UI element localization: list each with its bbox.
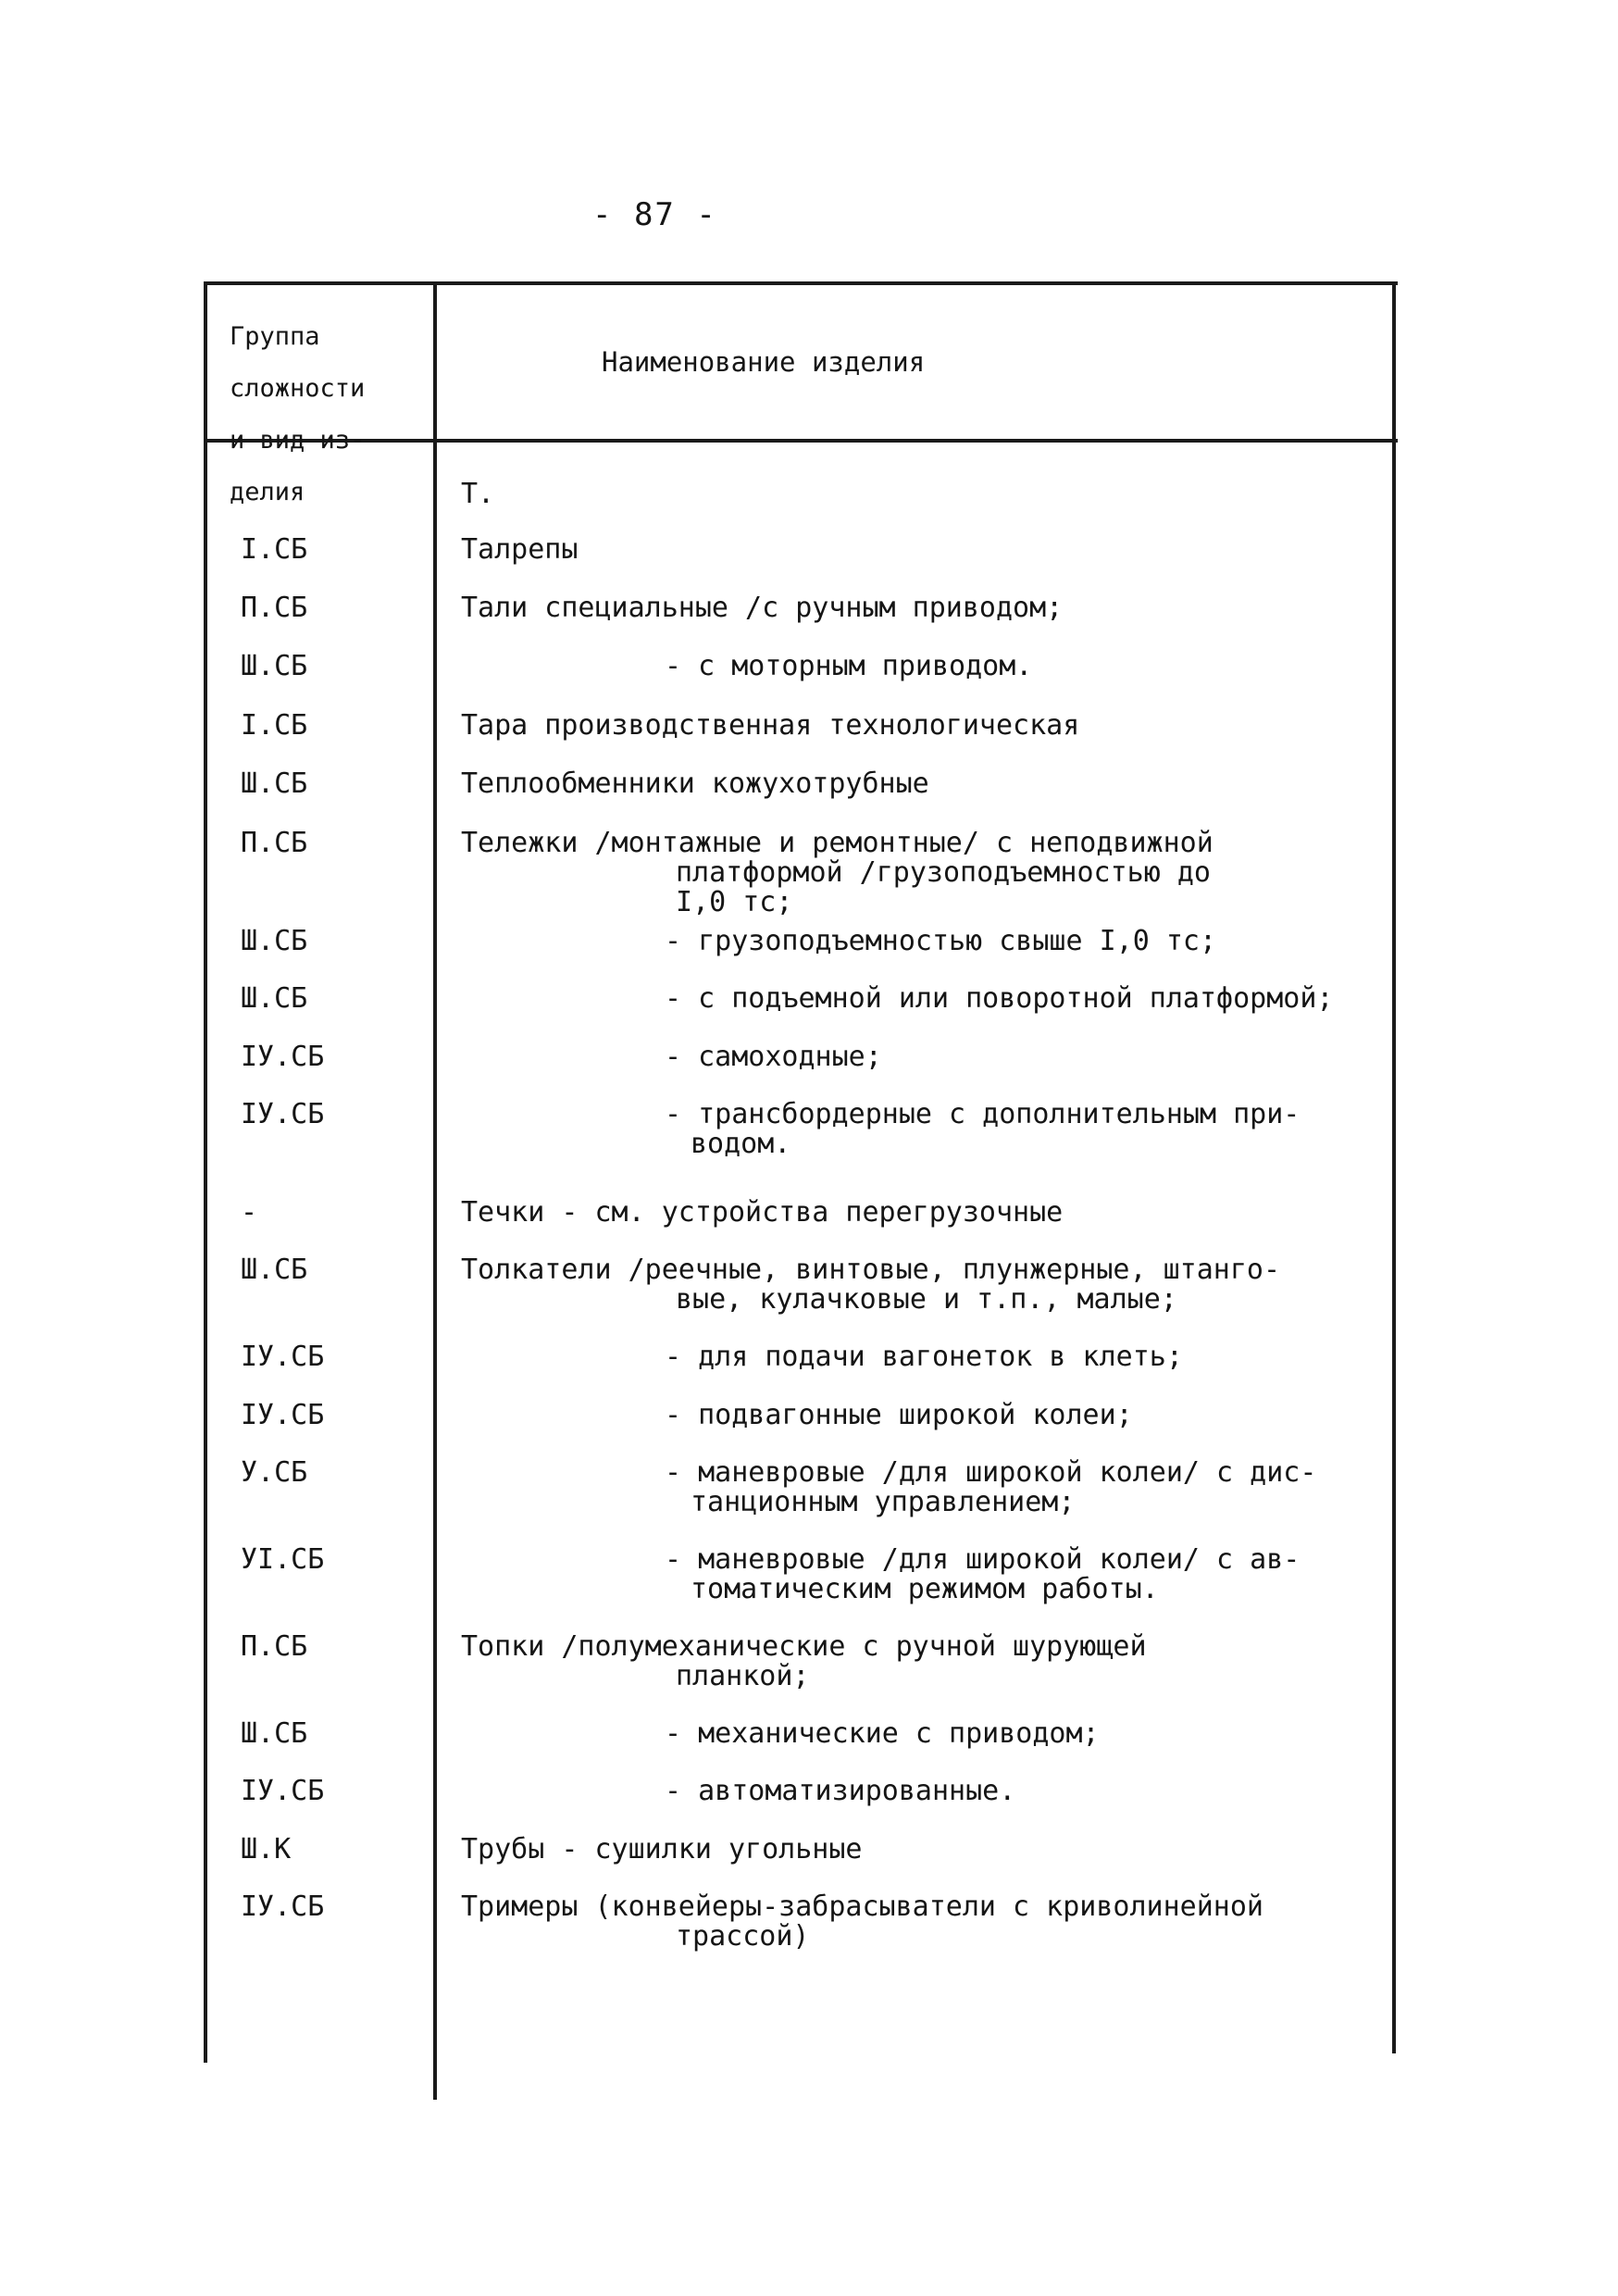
product-name: [665, 927, 1405, 956]
product-name-line: - с подъемной или поворотной платформой;: [665, 982, 1334, 1015]
product-name-line: - самоходные;: [665, 1041, 882, 1073]
product-name: [461, 593, 1201, 623]
complexity-code: Ш.СБ: [241, 650, 308, 682]
product-name-line: Топки /полумеханические с ручной шурующей: [461, 1630, 1147, 1663]
product-name-line: Тара производственная технологическая: [461, 709, 1080, 742]
product-name-line: Толкатели /реечные, винтовые, плунжерные, штанго-: [461, 1254, 1281, 1286]
complexity-code: IУ.СБ: [241, 1775, 325, 1807]
product-name-line: - автоматизированные.: [665, 1775, 1016, 1807]
complexity-code: Ш.СБ: [241, 767, 308, 800]
product-name: [461, 711, 1201, 741]
header-group-line: и вид из-: [230, 426, 366, 455]
complexity-code: -: [241, 1196, 258, 1229]
product-name-line: Трубы - сушилки угольные: [461, 1833, 863, 1866]
product-name: [665, 1100, 1405, 1159]
product-name: [665, 652, 1405, 681]
complexity-code: П.СБ: [241, 827, 308, 859]
product-name: [461, 1835, 1201, 1865]
complexity-code: Ш.СБ: [241, 1254, 308, 1286]
complexity-code: У.СБ: [241, 1456, 308, 1489]
product-name-line: I,0 тс;: [676, 886, 793, 918]
product-name-line: - с моторным приводом.: [665, 650, 1033, 682]
header-complexity-group: [230, 298, 424, 531]
table-left-border: [204, 285, 207, 2063]
complexity-code: П.СБ: [241, 1630, 308, 1663]
complexity-code: Ш.СБ: [241, 925, 308, 957]
product-name-line: - маневровые /для широкой колеи/ с ав-: [665, 1543, 1301, 1576]
complexity-code: IУ.СБ: [241, 1098, 325, 1130]
product-name-line: вые, кулачковые и т.п., малые;: [676, 1283, 1177, 1316]
complexity-code: I.СБ: [241, 533, 308, 566]
product-name-line: - маневровые /для широкой колеи/ с дис-: [665, 1456, 1317, 1489]
header-group-line: Группа: [230, 322, 320, 351]
product-name-line: платформой /грузоподъемностью до: [676, 856, 1211, 889]
product-name: [665, 984, 1405, 1014]
header-group-line: делия: [230, 478, 305, 506]
product-name-line: планкой;: [676, 1660, 810, 1692]
product-name-line: танционным управлением;: [691, 1486, 1076, 1518]
complexity-code: IУ.СБ: [241, 1399, 325, 1431]
complexity-code: IУ.СБ: [241, 1890, 325, 1923]
product-name: [665, 1342, 1405, 1372]
product-name: [461, 1632, 1201, 1691]
products-table: [204, 281, 1398, 2100]
product-name-line: Тележки /монтажные и ремонтные/ с неподвижной: [461, 827, 1214, 859]
product-name-line: Теплообменники кожухотрубные: [461, 767, 929, 800]
product-name-line: - грузоподъемностью свыше I,0 тс;: [665, 925, 1217, 957]
product-name: [665, 1545, 1405, 1604]
header-product-name: Наименование изделия: [602, 346, 926, 378]
table-column-divider: [433, 285, 437, 2100]
product-name-line: Тали специальные /с ручным приводом;: [461, 592, 1064, 624]
page-number: - 87 -: [592, 196, 717, 233]
product-name: [665, 1458, 1405, 1517]
product-name: [665, 1719, 1405, 1749]
product-name: [461, 1890, 1263, 1953]
product-name-line: - подвагонные широкой колеи;: [665, 1399, 1133, 1431]
product-name: [461, 769, 1201, 799]
complexity-code: Ш.СБ: [241, 1717, 308, 1750]
complexity-code: Ш.К: [241, 1833, 292, 1866]
product-name: [461, 535, 1201, 565]
product-name: [665, 1401, 1405, 1430]
complexity-code: IУ.СБ: [241, 1041, 325, 1073]
complexity-code: П.СБ: [241, 592, 308, 624]
product-name: [461, 1198, 1201, 1228]
product-name-line: Тримеры (конвейеры-забрасыватели с криволинейной: [461, 1890, 1263, 1923]
complexity-code: УI.СБ: [241, 1543, 325, 1576]
letter-heading: Т.: [461, 478, 495, 510]
product-name-line: Талрепы: [461, 533, 579, 566]
product-name: [665, 1042, 1405, 1072]
product-name: [461, 827, 1214, 918]
product-name: [461, 1254, 1281, 1316]
product-name-line: - трансбордерные с дополнительным при-: [665, 1098, 1301, 1130]
complexity-code: I.СБ: [241, 709, 308, 742]
complexity-code: IУ.СБ: [241, 1341, 325, 1373]
product-name-line: - для подачи вагонеток в клеть;: [665, 1341, 1183, 1373]
product-name-line: - механические с приводом;: [665, 1717, 1100, 1750]
product-name-line: томатическим режимом работы.: [691, 1573, 1159, 1605]
product-name-line: водом.: [691, 1128, 791, 1160]
header-group-line: сложности: [230, 374, 366, 403]
product-name: [665, 1777, 1405, 1806]
complexity-code: Ш.СБ: [241, 982, 308, 1015]
product-name-line: Течки - см. устройства перегрузочные: [461, 1196, 1064, 1229]
product-name-line: трассой): [676, 1920, 810, 1953]
